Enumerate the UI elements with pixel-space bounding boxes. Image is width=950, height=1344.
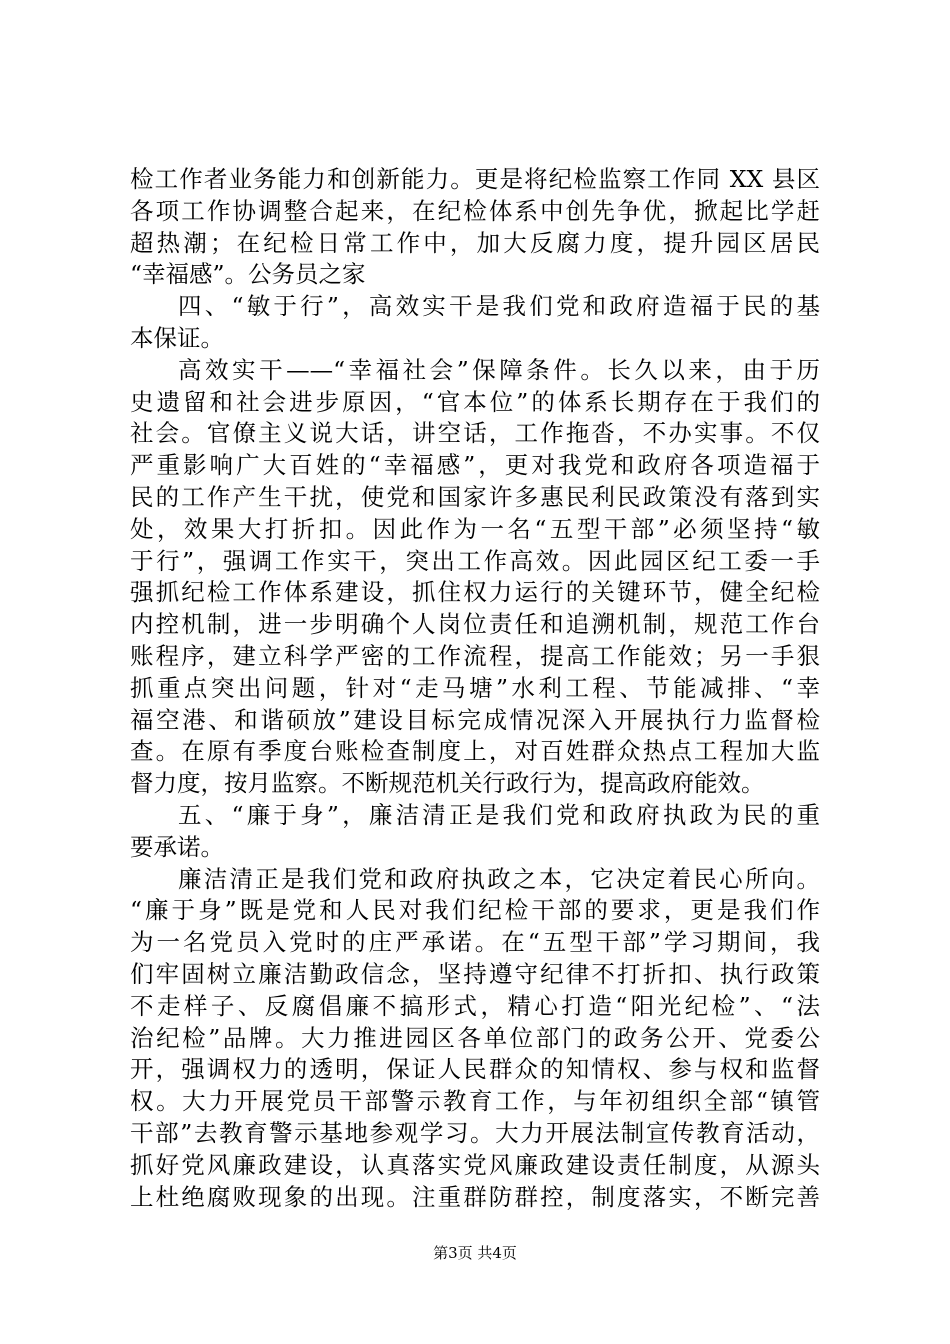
text-line: 权。大力开展党员干部警示教育工作，与年初组织全部“镇管	[130, 1087, 820, 1116]
text-line: 查。在原有季度台账检查制度上，对百姓群众热点工程加大监	[130, 737, 820, 766]
text-line: 五、“廉于身”，廉洁清正是我们党和政府执政为民的重	[178, 800, 820, 829]
text-line: 上杜绝腐败现象的出现。注重群防群控，制度落实，不断完善	[130, 1182, 820, 1211]
text-line: 开，强调权力的透明，保证人民群众的知情权、参与权和监督	[130, 1055, 820, 1084]
page-footer: 第3页 共4页	[433, 1244, 517, 1262]
paragraph	[130, 291, 820, 355]
text-line: 社会。官僚主义说大话，讲空话，工作拖沓，不办实事。不仅	[130, 419, 820, 448]
text-line: 四、“敏于行”，高效实干是我们党和政府造福于民的基	[178, 292, 820, 321]
text-line: 检工作者业务能力和创新能力。更是将纪检监察工作同 XX 县区	[130, 165, 820, 193]
text-line: 于行”，强调工作实干，突出工作高效。因此园区纪工委一手	[130, 546, 820, 575]
paragraph	[130, 864, 820, 1214]
text-line: 内控机制，进一步明确个人岗位责任和追溯机制，规范工作台	[130, 610, 820, 639]
text-line: “幸福感”。公务员之家	[130, 260, 366, 289]
paragraph	[130, 355, 820, 800]
text-line: 高效实干——“幸福社会”保障条件。长久以来，由于历	[178, 355, 820, 384]
text-line: 各项工作协调整合起来，在纪检体系中创先争优，掀起比学赶	[130, 196, 820, 225]
text-line: 们牢固树立廉洁勤政信念，坚持遵守纪律不打折扣、执行政策	[130, 959, 820, 988]
text-line: 强抓纪检工作体系建设，抓住权力运行的关键环节，健全纪检	[130, 578, 820, 607]
text-line: 廉洁清正是我们党和政府执政之本，它决定着民心所向。	[178, 864, 820, 893]
text-line: 抓重点突出问题，针对“走马塘”水利工程、节能减排、“幸	[130, 673, 820, 702]
text-line: 账程序，建立科学严密的工作流程，提高工作能效；另一手狠	[130, 641, 820, 670]
text-line: 福空港、和谐硕放”建设目标完成情况深入开展执行力监督检	[130, 705, 820, 734]
paragraph	[130, 800, 820, 864]
text-line: 治纪检”品牌。大力推进园区各单位部门的政务公开、党委公	[130, 1023, 820, 1052]
text-line: 为一名党员入党时的庄严承诺。在“五型干部”学习期间，我	[130, 928, 820, 957]
text-line: 史遗留和社会进步原因，“官本位”的体系长期存在于我们的	[130, 387, 820, 416]
text-line: 干部”去教育警示基地参观学习。大力开展法制宣传教育活动，	[130, 1118, 820, 1147]
text-line: 超热潮；在纪检日常工作中，加大反腐力度，提升园区居民	[130, 228, 820, 257]
text-line: 督力度，按月监察。不断规范机关行政行为，提高政府能效。	[130, 769, 765, 798]
text-line: 要承诺。	[130, 832, 224, 861]
document-body	[130, 164, 820, 1213]
text-line: 处，效果大打折扣。因此作为一名“五型干部”必须坚持“敏	[130, 514, 820, 543]
text-line: 抓好党风廉政建设，认真落实党风廉政建设责任制度，从源头	[130, 1150, 820, 1179]
text-line: 本保证。	[130, 323, 224, 352]
paragraph	[130, 164, 820, 291]
text-line: 严重影响广大百姓的“幸福感”，更对我党和政府各项造福于	[130, 451, 820, 480]
text-line: 民的工作产生干扰，使党和国家许多惠民利民政策没有落到实	[130, 482, 820, 511]
text-line: 不走样子、反腐倡廉不搞形式，精心打造“阳光纪检”、“法	[130, 991, 820, 1020]
text-line: “廉于身”既是党和人民对我们纪检干部的要求，更是我们作	[130, 896, 820, 925]
